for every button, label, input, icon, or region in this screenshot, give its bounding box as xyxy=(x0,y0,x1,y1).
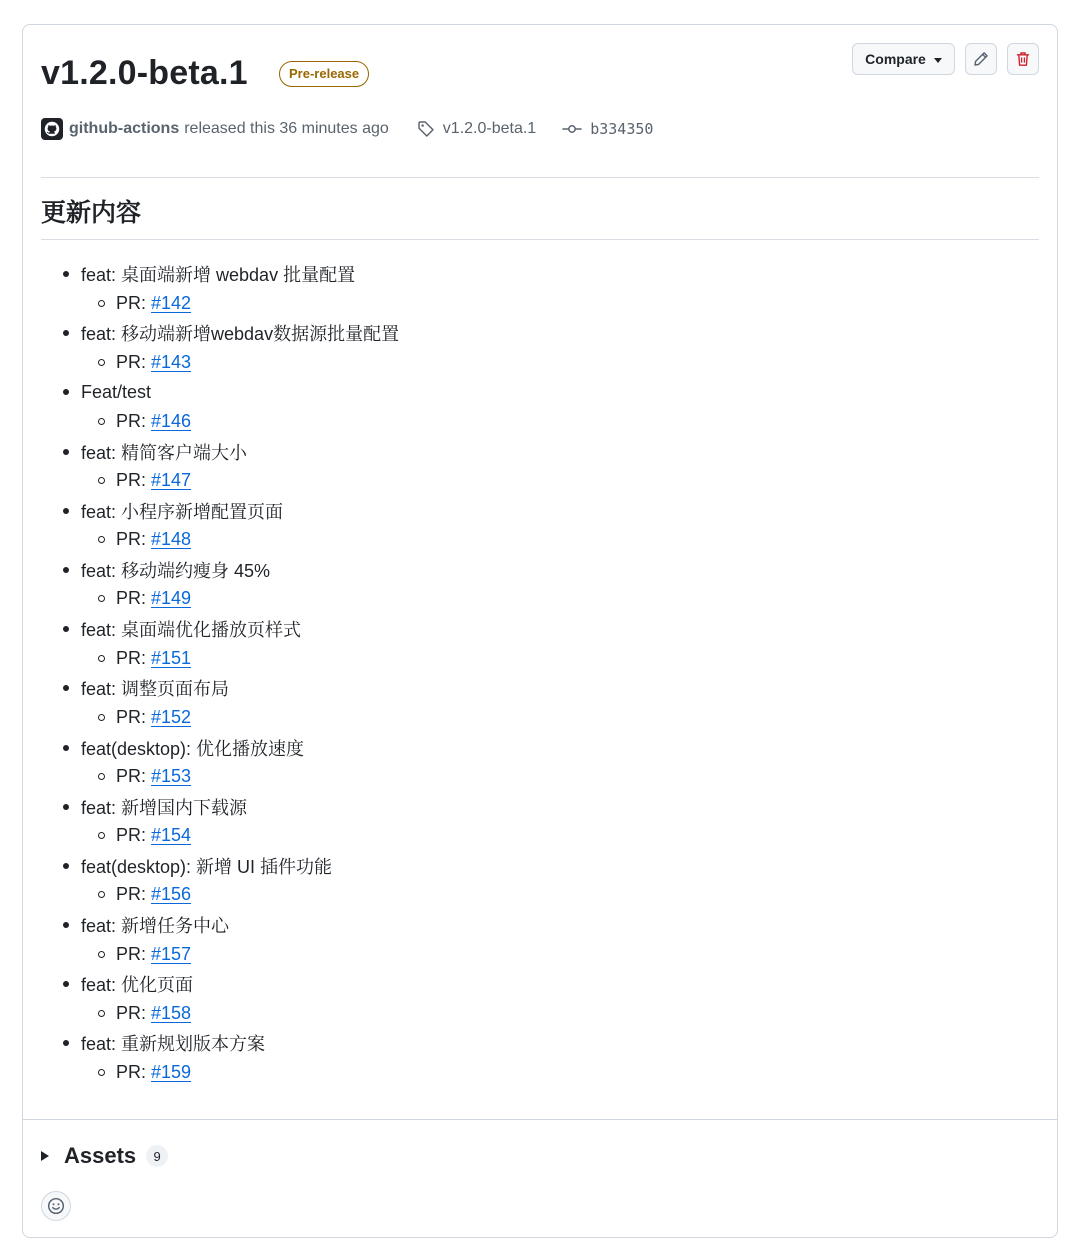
list-item xyxy=(41,318,941,377)
list-item xyxy=(41,259,941,318)
pr-prefix: PR: xyxy=(116,884,147,905)
change-title: feat: 移动端新增webdav数据源批量配置 xyxy=(81,324,400,345)
list-item xyxy=(41,910,941,969)
pr-link[interactable]: #159 xyxy=(151,1061,192,1082)
pr-entry xyxy=(41,466,191,496)
bullet-icon xyxy=(63,863,69,869)
circle-bullet-icon xyxy=(98,1069,105,1076)
commit-icon xyxy=(562,121,582,137)
compare-button-label: Compare xyxy=(865,51,926,67)
list-item xyxy=(41,733,941,792)
author-link[interactable]: github-actions xyxy=(69,120,180,137)
circle-bullet-icon xyxy=(98,300,105,307)
edit-button[interactable] xyxy=(965,43,997,75)
list-item xyxy=(41,377,941,436)
circle-bullet-icon xyxy=(98,1010,105,1017)
change-entry xyxy=(41,792,247,822)
change-entry xyxy=(41,969,193,999)
circle-bullet-icon xyxy=(98,418,105,425)
pr-link[interactable]: #153 xyxy=(151,766,192,786)
pr-link[interactable]: #154 xyxy=(151,825,192,846)
divider xyxy=(41,177,1039,178)
list-item xyxy=(41,792,941,851)
release-meta xyxy=(41,117,653,141)
pr-link[interactable]: #148 xyxy=(151,529,192,550)
list-item xyxy=(41,851,941,910)
pr-entry xyxy=(41,939,191,969)
pr-prefix: PR: xyxy=(116,706,147,727)
release-title[interactable]: v1.2.0-beta.1 xyxy=(41,54,248,92)
smiley-icon xyxy=(47,1197,65,1215)
pr-prefix: PR: xyxy=(116,588,147,609)
circle-bullet-icon xyxy=(98,477,105,484)
pr-entry xyxy=(41,1057,191,1087)
pr-entry xyxy=(41,821,191,851)
assets-count-badge: 9 xyxy=(146,1145,168,1167)
change-title: feat: 新增任务中心 xyxy=(81,916,230,937)
pr-link[interactable]: #142 xyxy=(151,292,192,313)
release-notes-list xyxy=(41,259,941,1088)
change-entry xyxy=(41,377,151,407)
pr-link[interactable]: #156 xyxy=(151,884,192,905)
pr-entry xyxy=(41,525,191,555)
change-title: feat: 桌面端优化播放页样式 xyxy=(81,620,302,641)
change-entry xyxy=(41,851,332,881)
released-time: released this 36 minutes ago xyxy=(184,120,389,137)
bullet-icon xyxy=(63,745,69,751)
change-entry xyxy=(41,910,229,940)
heading-underline xyxy=(41,239,1039,240)
bullet-icon xyxy=(63,389,69,395)
change-entry xyxy=(41,1028,265,1058)
circle-bullet-icon xyxy=(98,832,105,839)
prerelease-badge: Pre-release xyxy=(279,61,369,87)
change-title: feat: 桌面端新增 webdav 批量配置 xyxy=(81,265,356,285)
pr-link[interactable]: #151 xyxy=(151,647,192,668)
tag-link[interactable] xyxy=(417,120,536,138)
change-title: feat(desktop): 新增 UI 插件功能 xyxy=(81,856,333,877)
change-title: feat: 重新规划版本方案 xyxy=(81,1034,266,1055)
list-item xyxy=(41,496,941,555)
pr-prefix: PR: xyxy=(116,351,147,372)
pr-entry xyxy=(41,347,191,377)
pr-prefix: PR: xyxy=(116,1061,147,1082)
pr-prefix: PR: xyxy=(116,292,147,313)
commit-sha: b334350 xyxy=(590,120,654,138)
pr-entry xyxy=(41,880,191,910)
bullet-icon xyxy=(63,922,69,928)
circle-bullet-icon xyxy=(98,655,105,662)
assets-divider xyxy=(23,1119,1057,1120)
pr-link[interactable]: #147 xyxy=(151,470,192,491)
circle-bullet-icon xyxy=(98,773,105,780)
pr-entry xyxy=(41,288,191,318)
change-title: feat: 精简客户端大小 xyxy=(81,442,248,463)
github-mark-icon xyxy=(44,121,60,137)
pr-entry xyxy=(41,762,191,792)
pr-link[interactable]: #152 xyxy=(151,706,192,727)
pr-link[interactable]: #143 xyxy=(151,351,192,372)
assets-label: Assets xyxy=(64,1143,137,1168)
pr-link[interactable]: #149 xyxy=(151,588,192,609)
change-title: feat: 新增国内下载源 xyxy=(81,797,248,818)
pr-prefix: PR: xyxy=(116,529,147,550)
change-entry xyxy=(41,614,301,644)
change-entry xyxy=(41,673,229,703)
change-entry xyxy=(41,259,355,289)
pr-prefix: PR: xyxy=(116,647,147,668)
list-item xyxy=(41,437,941,496)
pr-entry xyxy=(41,998,191,1028)
bullet-icon xyxy=(63,330,69,336)
pr-prefix: PR: xyxy=(116,1002,147,1023)
change-entry xyxy=(41,733,304,763)
pr-entry xyxy=(41,584,191,614)
tag-icon xyxy=(417,120,435,138)
circle-bullet-icon xyxy=(98,536,105,543)
trash-icon xyxy=(1015,51,1031,67)
bullet-icon xyxy=(63,804,69,810)
change-title: feat: 调整页面布局 xyxy=(81,679,230,700)
bullet-icon xyxy=(63,1040,69,1046)
compare-button[interactable] xyxy=(852,43,955,75)
bullet-icon xyxy=(63,271,69,277)
pr-entry xyxy=(41,702,191,732)
pr-prefix: PR: xyxy=(116,410,147,431)
delete-button[interactable] xyxy=(1007,43,1039,75)
tag-label: v1.2.0-beta.1 xyxy=(442,120,537,137)
circle-bullet-icon xyxy=(98,891,105,898)
add-reaction-button[interactable] xyxy=(41,1191,71,1221)
circle-bullet-icon xyxy=(98,714,105,721)
bullet-icon xyxy=(63,626,69,632)
avatar[interactable] xyxy=(41,118,63,140)
circle-bullet-icon xyxy=(98,595,105,602)
assets-toggle[interactable] xyxy=(41,1139,168,1173)
circle-bullet-icon xyxy=(98,359,105,366)
pr-link[interactable]: #146 xyxy=(151,410,192,431)
change-entry xyxy=(41,496,283,526)
pencil-icon xyxy=(973,51,989,67)
bullet-icon xyxy=(63,508,69,514)
release-card xyxy=(22,24,1058,1238)
change-title: feat: 小程序新增配置页面 xyxy=(81,501,284,522)
pr-prefix: PR: xyxy=(116,470,147,491)
change-title: Feat/test xyxy=(81,381,152,402)
triangle-right-icon xyxy=(41,1151,49,1161)
bullet-icon xyxy=(63,567,69,573)
list-item xyxy=(41,673,941,732)
change-title: feat: 移动端约瘦身 45% xyxy=(81,560,271,581)
bullet-icon xyxy=(63,449,69,455)
change-title: feat: 优化页面 xyxy=(81,975,194,996)
list-item xyxy=(41,969,941,1028)
pr-prefix: PR: xyxy=(116,943,147,964)
bullet-icon xyxy=(63,685,69,691)
pr-prefix: PR: xyxy=(116,825,147,846)
list-item xyxy=(41,555,941,614)
pr-link[interactable]: #158 xyxy=(151,1002,192,1023)
circle-bullet-icon xyxy=(98,951,105,958)
pr-entry xyxy=(41,643,191,673)
bullet-icon xyxy=(63,981,69,987)
release-notes-heading: 更新内容 xyxy=(41,199,142,227)
chevron-down-icon xyxy=(934,58,942,63)
change-entry xyxy=(41,555,270,585)
pr-link[interactable]: #157 xyxy=(151,943,192,964)
change-title: feat(desktop): 优化播放速度 xyxy=(81,738,305,759)
change-entry xyxy=(41,318,399,348)
pr-entry xyxy=(41,406,191,436)
list-item xyxy=(41,614,941,673)
pr-prefix: PR: xyxy=(116,766,147,786)
list-item xyxy=(41,1028,941,1087)
commit-link[interactable] xyxy=(562,120,653,138)
change-entry xyxy=(41,437,247,467)
release-actions xyxy=(852,43,1039,75)
